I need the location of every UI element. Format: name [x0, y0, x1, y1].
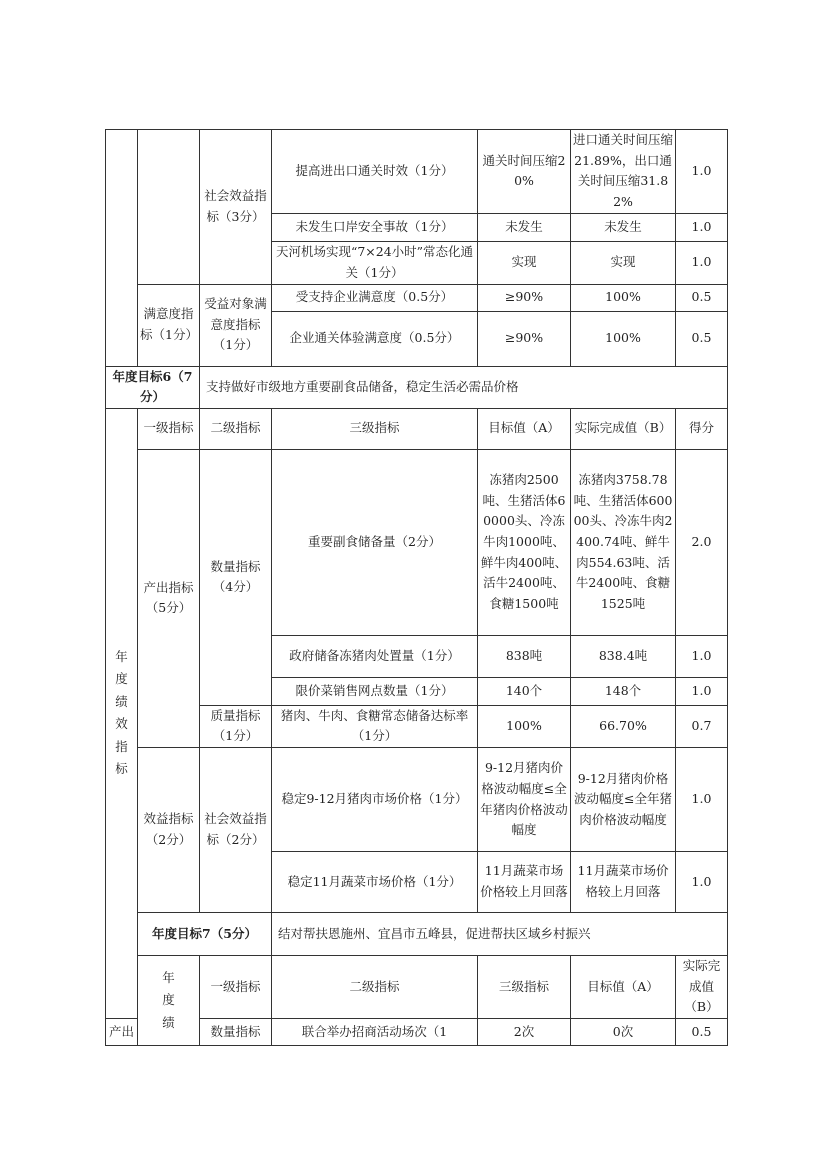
l2-cell: 数量指标 — [200, 1018, 272, 1045]
target-cell: ≥90% — [478, 284, 571, 311]
l1-cell: 效益指标（2分） — [138, 748, 200, 913]
score-cell: 0.5 — [676, 1018, 728, 1045]
actual-cell: 进口通关时间压缩21.89%，出口通关时间压缩31.82% — [571, 130, 676, 214]
target-cell: 100% — [478, 705, 571, 747]
target-cell: 838吨 — [478, 635, 571, 677]
score-cell: 0.5 — [676, 284, 728, 311]
l2-cell: 社会效益指标（3分） — [200, 130, 272, 285]
l2-cell: 社会效益指标（2分） — [200, 748, 272, 913]
indicator-cell: 天河机场实现“7×24小时”常态化通关（1分） — [272, 241, 478, 284]
header-score: 得分 — [676, 408, 728, 449]
header-l2: 二级指标 — [200, 408, 272, 449]
score-cell: 1.0 — [676, 241, 728, 284]
l2-cell: 质量指标（1分） — [200, 705, 272, 747]
header-l1: 一级指标 — [138, 408, 200, 449]
goal-row — [106, 913, 728, 956]
actual-cell: 11月蔬菜市场价格较上月回落 — [571, 852, 676, 913]
l1-cell: 满意度指标（1分） — [138, 284, 200, 366]
target-cell: 2次 — [478, 1018, 571, 1045]
side-label-cell — [138, 956, 200, 1046]
target-cell: 实现 — [478, 241, 571, 284]
score-cell: 0.5 — [676, 311, 728, 366]
goal-label: 年度目标6（7分） — [106, 366, 200, 408]
actual-cell: 冻猪肉3758.78吨、生猪活体60000头、冷冻牛肉2400.74吨、鲜牛肉554.63吨、活牛2400吨、食糖1525吨 — [571, 449, 676, 635]
score-cell: 2.0 — [676, 449, 728, 635]
indicator-cell: 联合举办招商活动场次（1 — [272, 1018, 478, 1045]
score-cell: 1.0 — [676, 852, 728, 913]
header-row — [106, 408, 728, 449]
l2-cell: 受益对象满意度指标（1分） — [200, 284, 272, 366]
header-l3: 三级指标 — [478, 956, 571, 1019]
indicator-cell: 猪肉、牛肉、食糖常态储备达标率（1分） — [272, 705, 478, 747]
table-row — [106, 130, 728, 214]
l1-cell: 产出指标（5分） — [138, 449, 200, 747]
goal-text: 支持做好市级地方重要副食品储备，稳定生活必需品价格 — [200, 366, 728, 408]
table-row — [106, 449, 728, 635]
indicator-cell: 提高进出口通关时效（1分） — [272, 130, 478, 214]
l2-cell: 数量指标（4分） — [200, 449, 272, 705]
table-row — [106, 1018, 728, 1045]
header-actual: 实际完成值（B） — [571, 408, 676, 449]
header-l1: 一级指标 — [200, 956, 272, 1019]
actual-cell: 100% — [571, 284, 676, 311]
score-cell: 1.0 — [676, 130, 728, 214]
actual-cell: 0次 — [571, 1018, 676, 1045]
actual-cell: 实现 — [571, 241, 676, 284]
indicator-cell: 未发生口岸安全事故（1分） — [272, 213, 478, 241]
target-cell: 9-12月猪肉价格波动幅度≤全年猪肉价格波动幅度 — [478, 748, 571, 852]
target-cell: ≥90% — [478, 311, 571, 366]
score-cell: 0.7 — [676, 705, 728, 747]
table-row — [106, 284, 728, 311]
actual-cell: 66.70% — [571, 705, 676, 747]
indicator-cell: 受支持企业满意度（0.5分） — [272, 284, 478, 311]
indicator-cell: 稳定9-12月猪肉市场价格（1分） — [272, 748, 478, 852]
side-label: 年度绩效指标 — [115, 648, 128, 777]
target-cell: 未发生 — [478, 213, 571, 241]
header-actual: 实际完成值（B） — [676, 956, 728, 1019]
blank-cell — [106, 130, 138, 367]
actual-cell: 未发生 — [571, 213, 676, 241]
score-cell: 1.0 — [676, 635, 728, 677]
indicator-cell: 限价菜销售网点数量（1分） — [272, 677, 478, 705]
header-l2: 二级指标 — [272, 956, 478, 1019]
indicator-cell: 稳定11月蔬菜市场价格（1分） — [272, 852, 478, 913]
header-l3: 三级指标 — [272, 408, 478, 449]
indicator-cell: 企业通关体验满意度（0.5分） — [272, 311, 478, 366]
score-cell: 1.0 — [676, 213, 728, 241]
header-target: 目标值（A） — [478, 408, 571, 449]
score-cell: 1.0 — [676, 748, 728, 852]
actual-cell: 100% — [571, 311, 676, 366]
actual-cell: 148个 — [571, 677, 676, 705]
score-cell: 1.0 — [676, 677, 728, 705]
side-label-cell — [106, 408, 138, 1018]
actual-cell: 838.4吨 — [571, 635, 676, 677]
side-label: 年度绩 — [162, 969, 175, 1030]
target-cell: 通关时间压缩20% — [478, 130, 571, 214]
header-row — [106, 956, 728, 1019]
indicator-cell: 重要副食储备量（2分） — [272, 449, 478, 635]
blank-cell — [138, 130, 200, 285]
indicator-cell: 政府储备冻猪肉处置量（1分） — [272, 635, 478, 677]
actual-cell: 9-12月猪肉价格波动幅度≤全年猪肉价格波动幅度 — [571, 748, 676, 852]
goal-label: 年度目标7（5分） — [138, 913, 272, 956]
target-cell: 冻猪肉2500吨、生猪活体60000头、冷冻牛肉1000吨、鲜牛肉400吨、活牛2400吨、食糖1500吨 — [478, 449, 571, 635]
table-row — [106, 748, 728, 852]
goal-text: 结对帮扶恩施州、宜昌市五峰县，促进帮扶区域乡村振兴 — [272, 913, 728, 956]
header-target: 目标值（A） — [571, 956, 676, 1019]
goal-row — [106, 366, 728, 408]
l1-cell: 产出 — [106, 1018, 138, 1045]
target-cell: 140个 — [478, 677, 571, 705]
target-cell: 11月蔬菜市场价格较上月回落 — [478, 852, 571, 913]
table-row — [106, 705, 728, 747]
performance-table — [105, 129, 728, 1046]
